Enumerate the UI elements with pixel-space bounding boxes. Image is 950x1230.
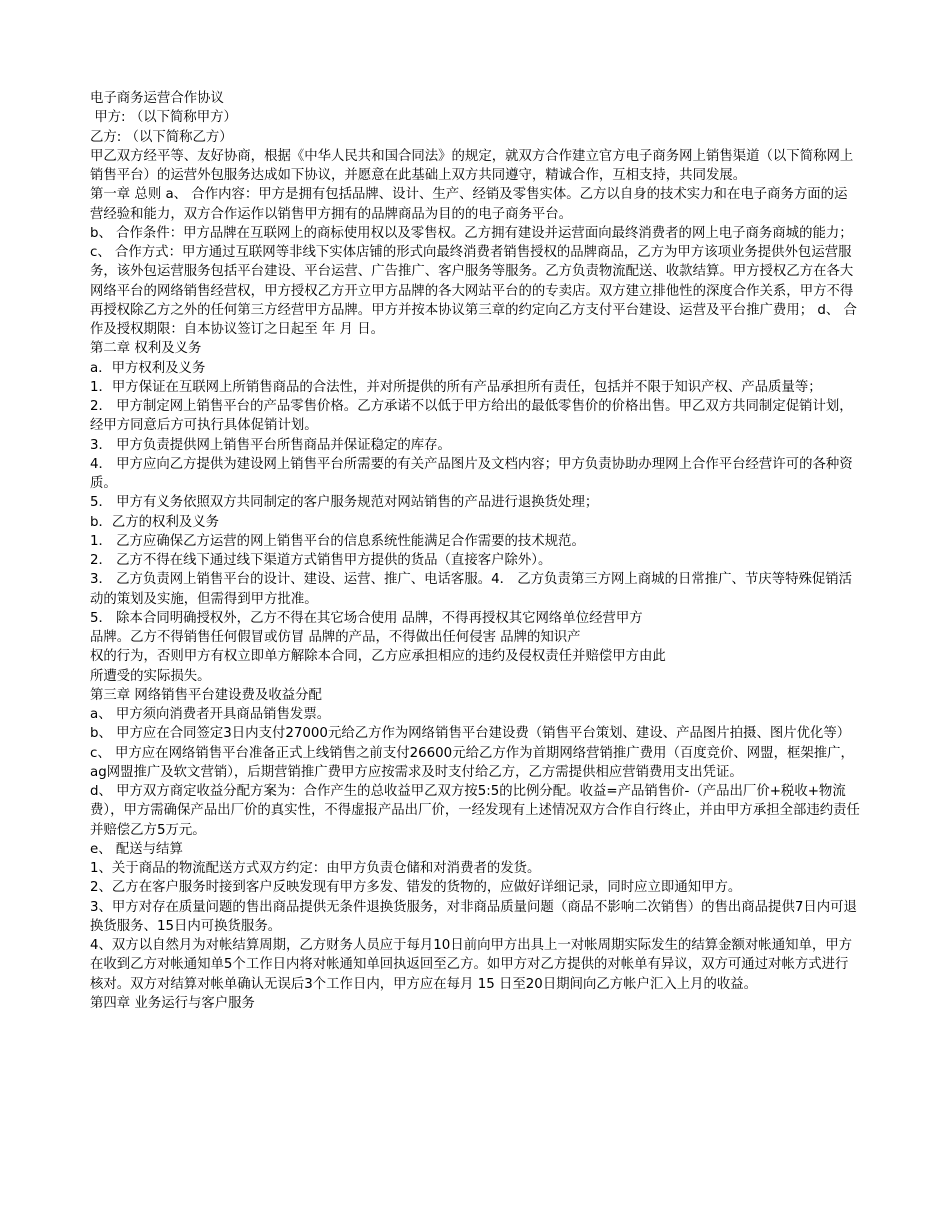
- section-b-item-1: 1． 乙方应确保乙方运营的网上销售平台的信息系统性能满足合作需要的技术规范。: [90, 533, 585, 549]
- chapter-3-clause-c: c、 甲方应在网络销售平台准备正式上线销售之前支付26600元给乙方作为首期网络营销推广费用（百度竞价、网盟，框架推广，ag网盟推广及软文营销），后期营销推广费甲方应按需求及时支付给乙方，乙方需提供相应营销费用支出凭证。: [90, 745, 854, 780]
- chapter-3-clause-e: e、 配送与结算: [90, 841, 183, 857]
- section-a-item-5: 5． 甲方有义务依照双方共同制定的客户服务规范对网站销售的产品进行退换货处理；: [90, 495, 599, 511]
- party-b: 乙方: （以下简称乙方）: [90, 129, 233, 145]
- chapter-1-clause-c: c、 合作方式：甲方通过互联网等非线下实体店铺的形式向最终消费者销售授权的品牌商品，乙方为甲方该项业务提供外包运营服务，该外包运营服务包括平台建设、平台运营、广告推广、客户服务等服务。乙方负责物流配送、收款结算。甲方授权乙方在各大网络平台的网络销售经营权，甲方授权乙方开立甲方品牌的各大网站平台的的专卖店。双方建立排他性的深度合作关系，甲方不得再授权除乙方之外的任何第三方经营甲方品牌。甲方并按本协议第三章的约定向乙方支付平台建设、运营及平台推广费用； d、 合作及授权期限：自本协议签订之日起至 年 月 日。: [90, 245, 857, 337]
- chapter-2-heading: 第二章 权利及义务: [90, 341, 202, 357]
- chapter-3-clause-d: d、 甲方双方商定收益分配方案为：合作产生的总收益甲乙双方按5:5的比例分配。收益=产品销售价-（产品出厂价+税收+物流费），甲方需确保产品出厂价的真实性，不得虚报产品出厂价，一经发现有上述情况双方合作自行终止，并由甲方承担全部违约责任并赔偿乙方5万元。: [90, 784, 860, 838]
- section-a-item-4: 4． 甲方应向乙方提供为建设网上销售平台所需要的有关产品图片及文档内容；甲方负责协助办理网上合作平台经营许可的各种资质。: [90, 456, 853, 491]
- section-a-item-3: 3． 甲方负责提供网上销售平台所售商品并保证稳定的库存。: [90, 437, 451, 453]
- section-b-heading: b．乙方的权利及义务: [90, 514, 220, 530]
- party-a: 甲方: （以下简称甲方）: [90, 110, 237, 126]
- section-a-item-1: 1．甲方保证在互联网上所销售商品的合法性，并对所提供的所有产品承担所有责任，包括并不限于知识产权、产品质量等；: [90, 379, 822, 395]
- section-b-item-5-line-2: 品牌。乙方不得销售任何假冒或仿冒 品牌的产品，不得做出任何侵害 品牌的知识产: [90, 630, 581, 645]
- chapter-1-clause-b: b、 合作条件：甲方品牌在互联网上的商标使用权以及零售权。乙方拥有建设并运营面向最终消费者的网上电子商务商城的能力；: [90, 225, 853, 241]
- chapter-4-heading: 第四章 业务运行与客户服务: [90, 995, 255, 1011]
- delivery-item-3: 3、甲方对存在质量问题的售出商品提供无条件退换货服务，对非商品质量问题（商品不影响二次销售）的售出商品提供7日内可退换货服务、15日内可换货服务。: [90, 899, 857, 934]
- document-body: [90, 89, 860, 1013]
- chapter-3-clause-b: b、 甲方应在合同签定3日内支付27000元给乙方作为网络销售平台建设费（销售平台策划、建设、产品图片拍摄、图片优化等）: [90, 726, 851, 742]
- chapter-3-clause-a: a、 甲方须向消费者开具商品销售发票。: [90, 707, 331, 722]
- section-a-heading: a．甲方权利及义务: [90, 360, 206, 376]
- section-b-item-5-line-1: 5． 除本合同明确授权外，乙方不得在其它场合使用 品牌，不得再授权其它网络单位经营甲方: [90, 610, 643, 626]
- chapter-3-heading: 第三章 网络销售平台建设费及收益分配: [90, 687, 322, 703]
- delivery-item-1: 1、关于商品的物流配送方式双方约定：由甲方负责仓储和对消费者的发货。: [90, 861, 541, 876]
- preamble: 甲乙双方经平等、友好协商，根据《中华人民共和国合同法》的规定，就双方合作建立官方电子商务网上销售渠道（以下简称网上销售平台）的运营外包服务达成如下协议，并愿意在此基础上双方共同遵守，精诚合作，互相支持，共同发展。: [90, 148, 854, 183]
- section-a-item-2: 2． 甲方制定网上销售平台的产品零售价格。乙方承诺不以低于甲方给出的最低零售价的价格出售。甲乙双方共同制定促销计划，经甲方同意后方可执行具体促销计划。: [90, 399, 853, 434]
- chapter-1-clause-a: 第一章 总则 a、 合作内容：甲方是拥有包括品牌、设计、生产、经销及零售实体。乙方以自身的技术实力和在电子商务方面的运营经验和能力，双方合作运作以销售甲方拥有的品牌商品为目的的电子商务平台。: [90, 187, 848, 222]
- delivery-item-4: 4、双方以自然月为对帐结算周期，乙方财务人员应于每月10日前向甲方出具上一对帐周期实际发生的结算金额对帐通知单，甲方在收到乙方对帐通知单5个工作日内将对帐通知单回执返回至乙方。如甲方对乙方提供的对帐单有异议，双方可通过对帐方式进行核对。双方对结算对帐单确认无误后3个工作日内，甲方应在每月 15 日至20日期间向乙方帐户汇入上月的收益。: [90, 938, 853, 992]
- section-b-item-5-line-3: 权的行为，否则甲方有权立即单方解除本合同，乙方应承担相应的违约及侵权责任并赔偿甲方由此: [90, 649, 666, 665]
- section-b-item-2: 2． 乙方不得在线下通过线下渠道方式销售甲方提供的货品（直接客户除外）。: [90, 553, 552, 568]
- doc-title: 电子商务运营合作协议: [90, 91, 224, 106]
- delivery-item-2: 2、乙方在客户服务时接到客户反映发现有甲方多发、错发的货物的，应做好详细记录，同时应立即通知甲方。: [90, 880, 742, 896]
- section-b-item-5-line-4: 所遭受的实际损失。: [90, 668, 211, 684]
- section-b-item-3-4: 3． 乙方负责网上销售平台的设计、建设、运营、推广、电话客服。4． 乙方负责第三方网上商城的日常推广、节庆等特殊促销活动的策划及实施，但需得到甲方批准。: [90, 572, 853, 607]
